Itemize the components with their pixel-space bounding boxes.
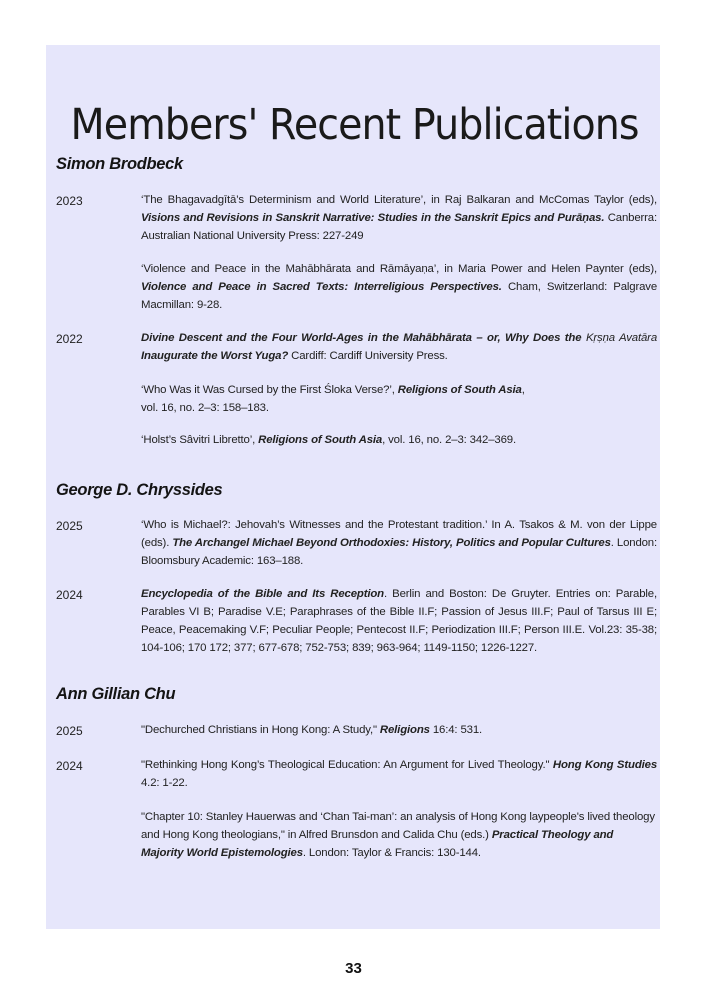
publication-entry: "Rethinking Hong Kong’s Theological Education: An Argument for Lived Theology." Hong Kong Studies 4.2: 1-22. bbox=[141, 759, 658, 789]
publication-entry: Encyclopedia of the Bible and Its Reception. Berlin and Boston: De Gruyter. Entries on: Parable, Parables VI B; Paradise V.E; Paraphrases of the Bible II.F; Passion of Jesus III.F; Paul of Tarsus III E; Peace, Peacemaking V.F; Peculiar People; Pentecost II.F; Periodization III.F; Person III.E. Vol.23: 35-38; 104-106; 170 172; 377; 677-678; 752-753; 839; 963-964; 1149-1150; 1226-1227. bbox=[141, 588, 658, 654]
publications-panel bbox=[46, 45, 660, 929]
publication-year: 2024 bbox=[56, 759, 83, 773]
publication-year: 2022 bbox=[56, 332, 83, 346]
author-heading: Ann Gillian Chu bbox=[56, 685, 176, 703]
publication-year: 2025 bbox=[56, 519, 83, 533]
author-heading: George D. Chryssides bbox=[56, 481, 223, 499]
publication-year: 2025 bbox=[56, 724, 83, 738]
publication-year: 2023 bbox=[56, 194, 83, 208]
publication-entry: ‘Violence and Peace in the Mahābhārata and Rāmāyaṇa’, in Maria Power and Helen Paynter (eds), Violence and Peace in Sacred Texts: Interreligious Perspectives. Cham, Switzerland: Palgrave Macmillan: 9-28. bbox=[141, 263, 658, 311]
publication-entry: ‘Who is Michael?: Jehovah’s Witnesses and the Protestant tradition.’ In A. Tsakos & M. von der Lippe (eds). The Archangel Michael Beyond Orthodoxies: History, Politics and Popular Cultures. London: Bloomsbury Academic: 163–188. bbox=[141, 519, 658, 567]
page-number: 33 bbox=[345, 960, 362, 977]
publication-entry: Divine Descent and the Four World-Ages in the Mahābhārata – or, Why Does the Kṛṣṇa Avatāra Inaugurate the Worst Yuga? Cardiff: Cardiff University Press. bbox=[141, 332, 658, 362]
author-heading: Simon Brodbeck bbox=[56, 155, 183, 173]
publication-entry: ‘Holst’s Sâvitri Libretto’, Religions of South Asia, vol. 16, no. 2–3: 342–369. bbox=[141, 434, 516, 446]
page-title: Members' Recent Publications bbox=[70, 100, 639, 150]
publication-entry: ‘The Bhagavadgītā’s Determinism and World Literature’, in Raj Balkaran and McComas Taylor (eds), Visions and Revisions in Sanskrit Narrative: Studies in the Sanskrit Epics and Purāṇas. Canberra: Australian National University Press: 227-249 bbox=[141, 194, 658, 242]
publication-entry: ‘Who Was it Was Cursed by the First Śloka Verse?’, Religions of South Asia, vol. 16, no. 2–3: 158–183. bbox=[141, 384, 525, 414]
publication-year: 2024 bbox=[56, 588, 83, 602]
publication-entry: "Chapter 10: Stanley Hauerwas and ‘Chan Tai-man’: an analysis of Hong Kong laypeople's lived theology and Hong Kong theologians," in Alfred Brunsdon and Calida Chu (eds.) Practical Theology and Majority World Epistemologies. London: Taylor & Francis: 130-144. bbox=[141, 811, 655, 859]
publication-entry: "Dechurched Christians in Hong Kong: A Study," Religions 16:4: 531. bbox=[141, 724, 483, 736]
